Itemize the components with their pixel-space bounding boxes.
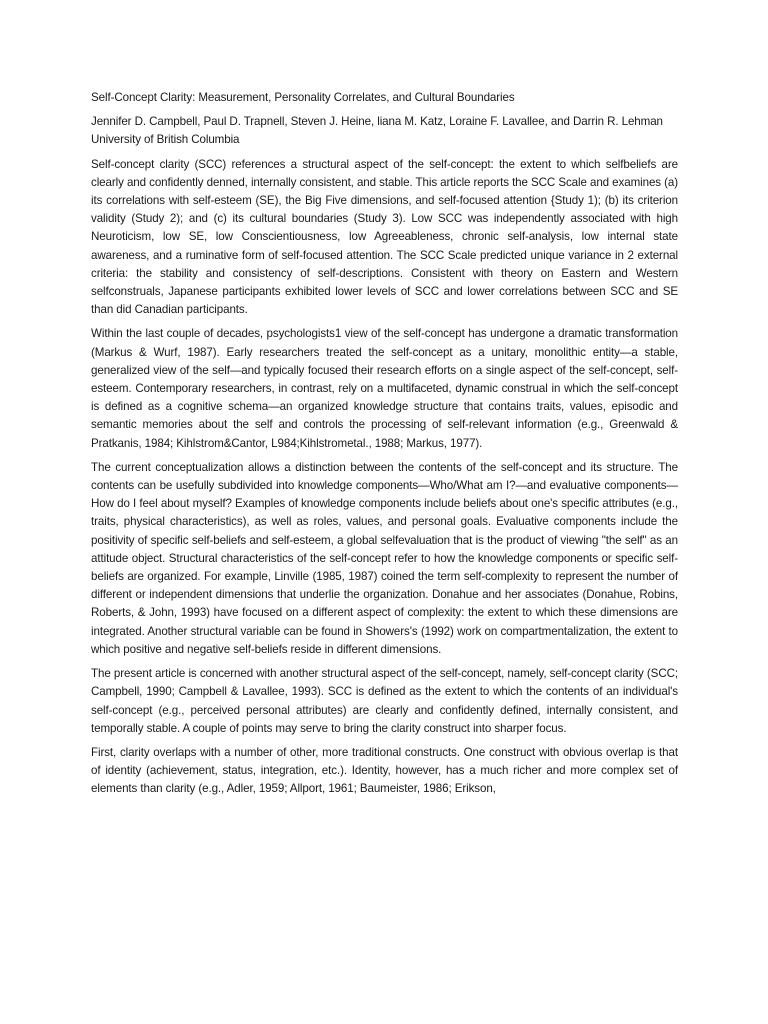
author-list: Jennifer D. Campbell, Paul D. Trapnell, Steven J. Heine, liana M. Katz, Loraine F. Lavallee, and Darrin R. Lehman University of British Columbia (91, 115, 663, 147)
paper-title: Self-Concept Clarity: Measurement, Personality Correlates, and Cultural Boundaries (91, 91, 515, 104)
body-paragraph: First, clarity overlaps with a number of other, more traditional constructs. One construct with obvious overlap is that of identity (achievement, status, integration, etc.). Identity, however, has a much richer and more complex set of elements than clarity (e.g., Adler, 1959; Allport, 1961; Baumeister, 1986; Erikson, (91, 745, 678, 796)
body-paragraph: The present article is concerned with another structural aspect of the self-concept, namely, self-concept clarity (SCC; Campbell, 1990; Campbell & Lavallee, 1993). SCC is defined as the extent to which the contents of an individual's self-concept (e.g., perceived personal attributes) are clearly and confidently defined, internally consistent, and temporally stable. A couple of points may serve to bring the clarity construct into sharper focus. (91, 667, 678, 735)
document-page (91, 89, 678, 805)
body-paragraph: The current conceptualization allows a distinction between the contents of the self-concept and its structure. The contents can be usefully subdivided into knowledge components—Who/What am I?—and evaluative components—How do I feel about myself? Examples of knowledge components include beliefs about one's specific attributes (e.g., traits, physical characteristics), as well as roles, values, and personal goals. Evaluative components include the positivity of specific self-beliefs and self-esteem, a global selfevaluation that is the product of viewing "the self" as an attitude object. Structural characteristics of the self-concept refer to how the knowledge components or specific self-beliefs are organized. For example, Linville (1985, 1987) coined the term self-complexity to represent the number of different or independent dimensions that underlie the organization. Donahue and her associates (Donahue, Robins, Roberts, & John, 1993) have focused on a different aspect of complexity: the extent to which these dimensions are integrated. Another structural variable can be found in Showers's (1992) work on compartmentalization, the extent to which positive and negative self-beliefs reside in different dimensions. (91, 460, 678, 656)
body-paragraph: Within the last couple of decades, psychologists1 view of the self-concept has undergone a dramatic transformation (Markus & Wurf, 1987). Early researchers treated the self-concept as a unitary, monolithic entity—a stable, generalized view of the self—and typically focused their research efforts on a single aspect of the self-concept, self-esteem. Contemporary researchers, in contrast, rely on a multifaceted, dynamic construal in which the self-concept is defined as a cognitive schema—an organized knowledge structure that contains traits, values, episodic and semantic memories about the self and controls the processing of self-relevant information (e.g., Greenwald & Pratkanis, 1984; Kihlstrom&Cantor, L984;Kihlstrometal., 1988; Markus, 1977). (91, 327, 678, 450)
abstract-paragraph: Self-concept clarity (SCC) references a structural aspect of the self-concept: the extent to which selfbeliefs are clearly and confidently denned, internally consistent, and stable. This article reports the SCC Scale and examines (a) its correlations with self-esteem (SE), the Big Five dimensions, and self-focused attention {Study 1); (b) its criterion validity (Study 2); and (c) its cultural boundaries (Study 3). Low SCC was independently associated with high Neuroticism, low SE, low Conscientiousness, low Agreeableness, chronic self-analysis, low internal state awareness, and a ruminative form of self-focused attention. The SCC Scale predicted unique variance in 2 external criteria: the stability and consistency of self-descriptions. Consistent with theory on Eastern and Western selfconstruals, Japanese participants exhibited lower levels of SCC and lower correlations between SCC and SE than did Canadian participants. (91, 157, 678, 317)
